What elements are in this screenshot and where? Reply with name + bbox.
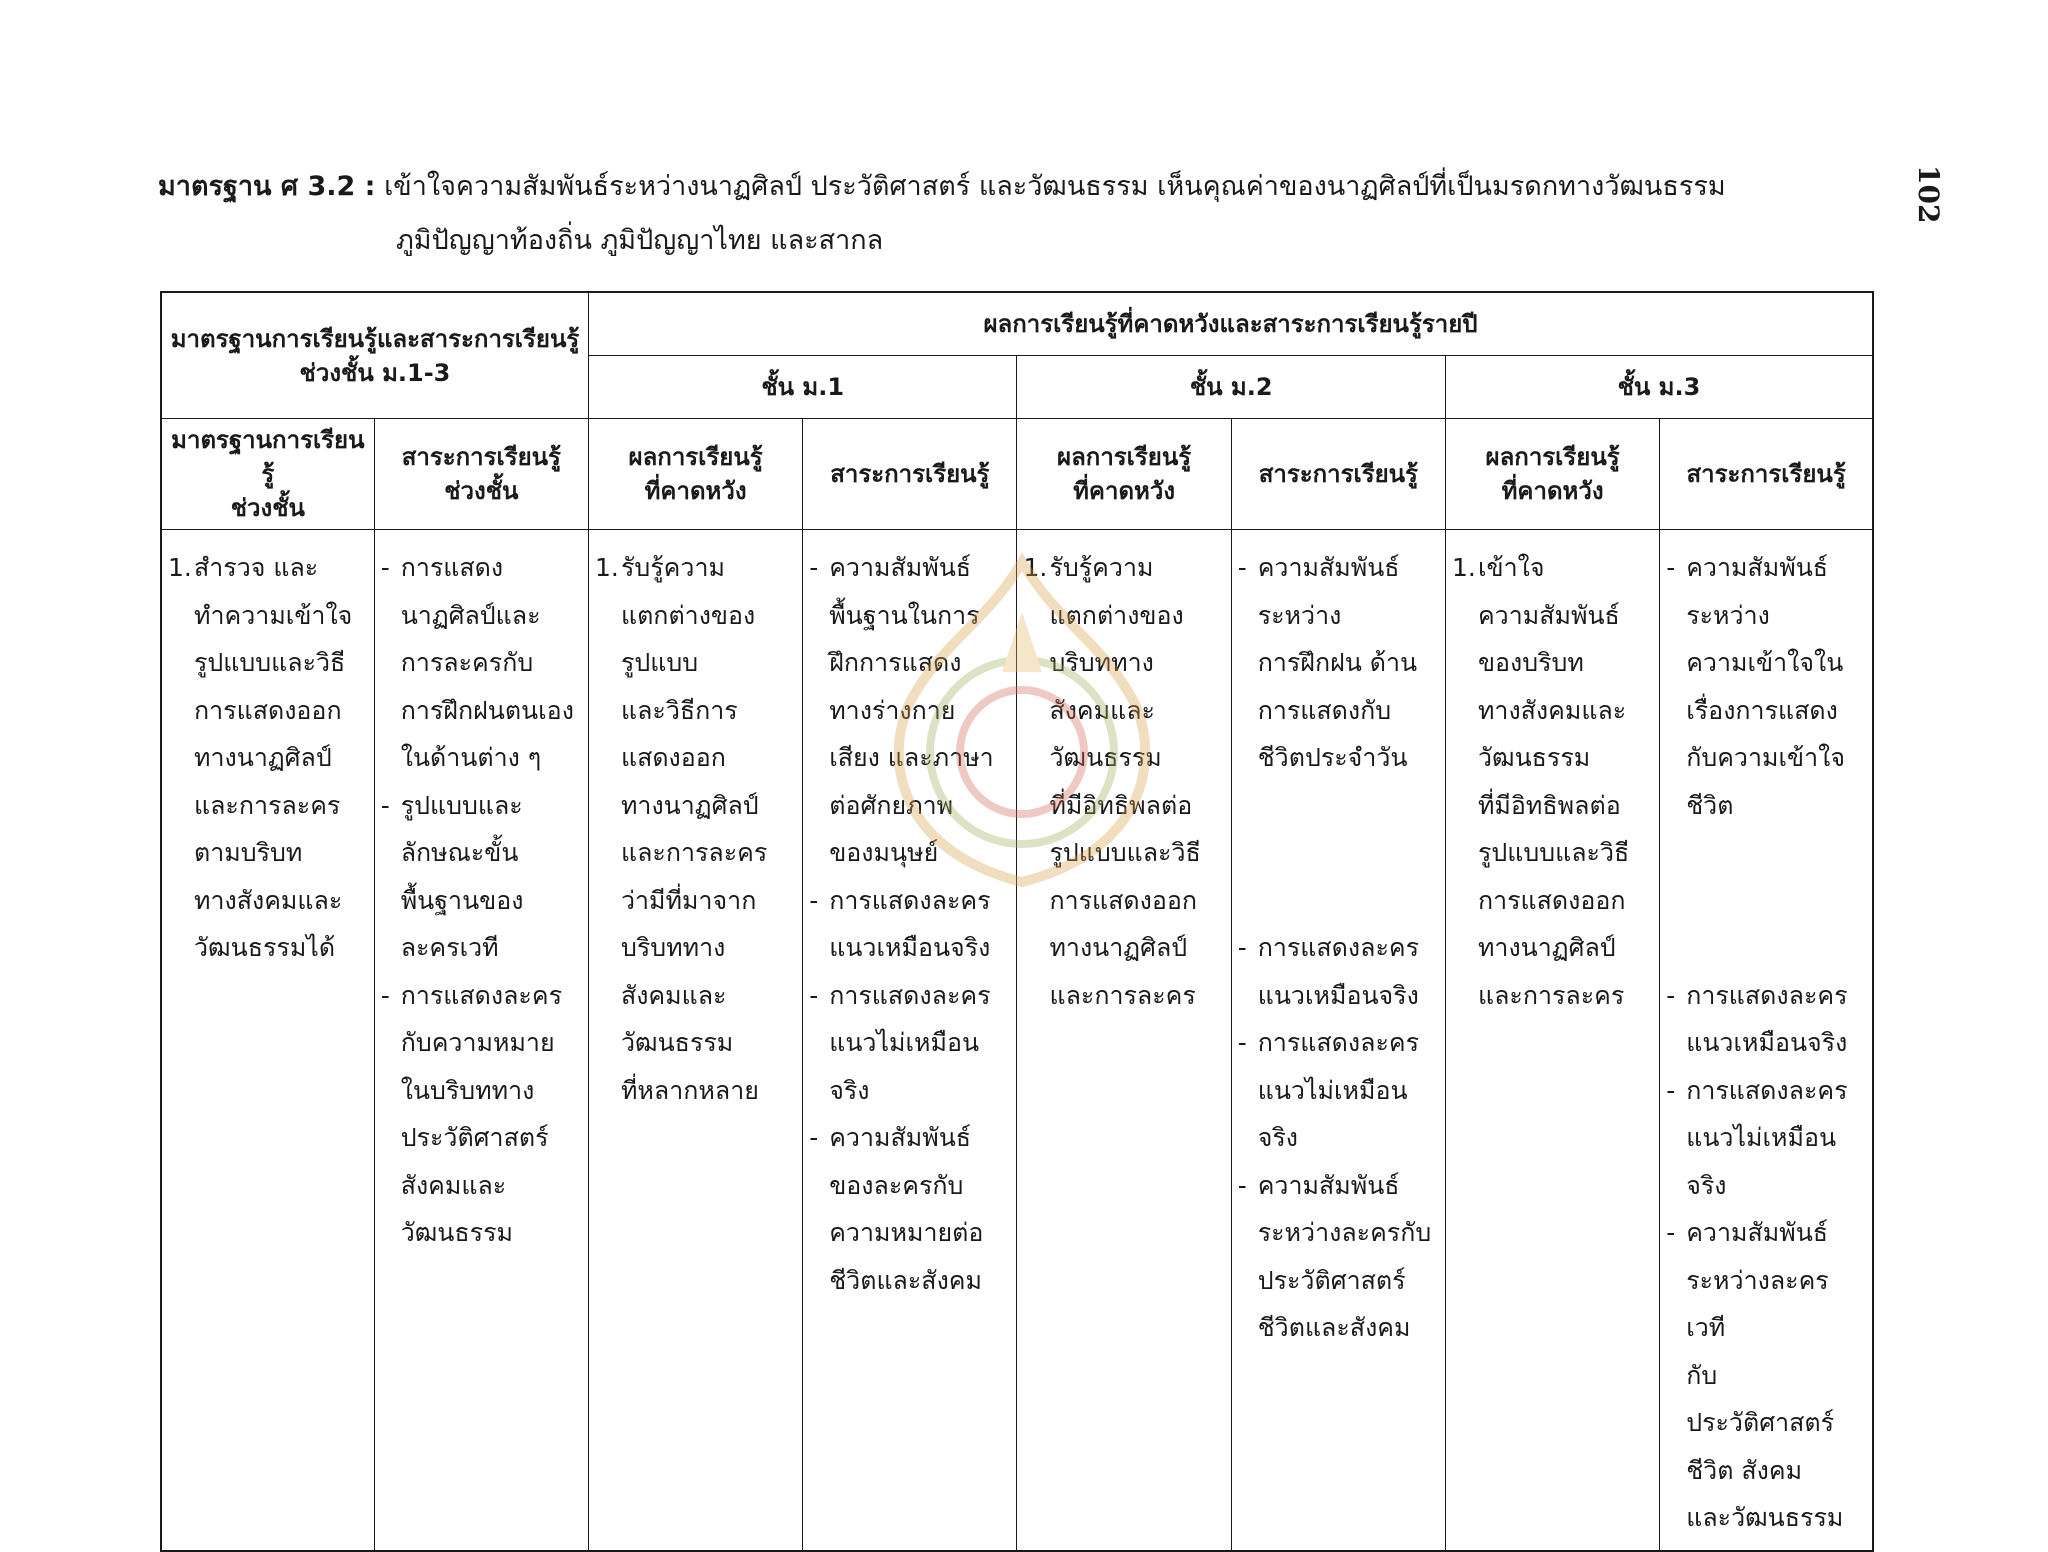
- text-line: ทางนาฏศิลป์: [1049, 933, 1188, 962]
- text-line: - ความสัมพันธ์: [1257, 1170, 1400, 1200]
- content-item: [1238, 544, 1437, 782]
- text-line: ระหว่าง: [1257, 600, 1342, 630]
- text-line: ต่อศักยภาพ: [829, 790, 954, 820]
- text-line: - การแสดงละคร: [829, 885, 991, 915]
- subheading-outcome-line1: ผลการเรียนรู้: [1057, 443, 1192, 471]
- subheading-outcome-line2: ที่คาดหวัง: [1501, 477, 1604, 505]
- content-item: [1666, 1209, 1864, 1542]
- item-text: [1049, 544, 1200, 1019]
- text-line: ชีวิตและสังคม: [1257, 1313, 1411, 1342]
- curriculum-table: [160, 291, 1874, 1552]
- numbered-item: [1023, 544, 1222, 1019]
- text-line: ทางนาฏศิลป์: [194, 743, 332, 772]
- heading-grade-1: ชั้น ม.1: [588, 356, 1017, 419]
- text-line: การฝึกฝน ด้าน: [1257, 648, 1418, 677]
- content-item: [1666, 544, 1864, 829]
- content-item: [809, 972, 1008, 1115]
- subheading-range-content: [374, 419, 588, 530]
- text-line: ฝึกการแสดง: [829, 648, 962, 677]
- standard-text-line-1: เข้าใจความสัมพันธ์ระหว่างนาฏศิลป์ ประวัติศาสตร์ และวัฒนธรรม เห็นคุณค่าของนาฏศิลป์ที่เป็นมรดกทางวัฒนธรรม: [384, 171, 1726, 202]
- text-line: และการละคร: [194, 790, 341, 820]
- text-line: แนวไม่เหมือนจริง: [1686, 1123, 1837, 1200]
- text-line: ทำความเข้าใจ: [194, 600, 353, 630]
- text-line: กับความเข้าใจ: [1686, 743, 1846, 772]
- text-line: และการละคร: [1477, 980, 1625, 1010]
- heading-standards-range: [161, 292, 588, 419]
- subheading-content-grade-3: สาระการเรียนรู้: [1660, 419, 1873, 530]
- text-line: ที่มีอิทธิพลต่อ: [1477, 790, 1621, 820]
- text-line: ชีวิตและสังคม: [829, 1265, 982, 1295]
- text-line: บริบททาง: [620, 933, 726, 962]
- cell-outcome-grade-3: [1445, 530, 1659, 1551]
- text-line: ระหว่างละครกับ: [1257, 1218, 1432, 1247]
- text-line: ชีวิต: [1686, 790, 1734, 820]
- text-line: - ความสัมพันธ์: [1686, 1218, 1829, 1247]
- text-line: วัฒนธรรม: [1049, 743, 1162, 772]
- text-line: สังคมและ: [1049, 695, 1155, 725]
- cell-range-content: [374, 530, 588, 1551]
- subheading-content-grade-1: สาระการเรียนรู้: [803, 419, 1017, 530]
- text-line: การฝึกฝนตนเอง: [400, 695, 574, 725]
- text-line: การแสดงออก: [1477, 885, 1626, 915]
- text-line: วัฒนธรรม: [620, 1028, 734, 1057]
- subheading-outcome-grade-2: [1017, 419, 1231, 530]
- content-list: [1238, 544, 1437, 1352]
- text-line: ทางสังคมและ: [1477, 695, 1627, 725]
- subheading-outcome-grade-3: [1445, 419, 1659, 530]
- cell-content-grade-2: [1231, 530, 1445, 1551]
- heading-grade-2: ชั้น ม.2: [1017, 356, 1446, 419]
- text-line: - การแสดงละคร: [1257, 1028, 1420, 1057]
- standard-label: มาตรฐาน ศ 3.2 :: [158, 171, 376, 202]
- subheading-range-standard-line1: มาตรฐานการเรียนรู้: [171, 426, 365, 488]
- text-line: รูปแบบและวิธี: [1477, 838, 1630, 867]
- content-item: [1238, 924, 1437, 1019]
- text-line: และวิธีการ: [620, 695, 738, 725]
- text-line: - การแสดงละคร: [400, 980, 563, 1010]
- content-item: [1238, 1162, 1437, 1352]
- text-line: - ความสัมพันธ์: [1257, 553, 1400, 582]
- content-item: [1666, 972, 1864, 1067]
- text-line: เสียง และภาษา: [829, 743, 994, 772]
- heading-grade-3: ชั้น ม.3: [1445, 356, 1873, 419]
- text-line: การละครกับ: [400, 648, 534, 677]
- item-text: [1478, 544, 1629, 1019]
- text-line: - การแสดงละคร: [1686, 980, 1848, 1010]
- content-list: [381, 544, 580, 1257]
- text-line: สังคมและ: [620, 980, 727, 1010]
- text-line: เข้าใจ: [1477, 553, 1545, 582]
- text-line: วัฒนธรรม: [400, 1218, 513, 1247]
- text-line: แตกต่างของ: [1049, 600, 1184, 630]
- text-line: ที่มีอิทธิพลต่อ: [1049, 790, 1193, 820]
- text-line: ในด้านต่าง ๆ: [400, 743, 542, 772]
- text-line: ระหว่างละครเวที: [1686, 1265, 1829, 1342]
- content-item: [809, 877, 1008, 972]
- text-line: ทางร่างกาย: [829, 695, 956, 725]
- content-item: [381, 782, 580, 972]
- subheading-range-content-line2: ช่วงชั้น: [444, 477, 519, 505]
- text-line: ประวัติศาสตร์: [400, 1123, 549, 1152]
- heading-standards-line1: มาตรฐานการเรียนรู้และสาระการเรียนรู้: [170, 324, 580, 353]
- text-line: การแสดงออก: [194, 695, 342, 725]
- text-line: แนวเหมือนจริง: [1686, 1028, 1848, 1057]
- standard-text-line-2: ภูมิปัญญาท้องถิ่น ภูมิปัญญาไทย และสากล: [396, 225, 884, 256]
- text-line: ของละครกับ: [829, 1170, 964, 1200]
- text-line: บริบททาง: [1049, 648, 1154, 677]
- text-line: วัฒนธรรมได้: [194, 933, 336, 962]
- text-line: และการละคร: [1049, 980, 1196, 1010]
- item-text: [194, 544, 352, 972]
- text-line: ตามบริบท: [194, 838, 303, 867]
- text-line: - ความสัมพันธ์: [1686, 553, 1829, 582]
- text-line: กับความหมาย: [400, 1028, 555, 1057]
- text-line: - รูปแบบและ: [400, 790, 523, 820]
- text-line: นาฏศิลป์และ: [400, 600, 541, 630]
- heading-yearly-outcomes: ผลการเรียนรู้ที่คาดหวังและสาระการเรียนรู้รายปี: [588, 292, 1873, 356]
- subheading-range-content-line1: สาระการเรียนรู้: [401, 443, 561, 471]
- text-line: เรื่องการแสดง: [1686, 695, 1838, 725]
- item-number: 1.: [1023, 553, 1048, 582]
- item-number: 1.: [168, 553, 192, 582]
- cell-content-grade-3: [1660, 530, 1873, 1551]
- text-line: ชีวิต สังคม: [1686, 1455, 1803, 1485]
- text-line: วัฒนธรรม: [1477, 743, 1591, 772]
- text-line: การแสดงออก: [1049, 885, 1198, 915]
- text-line: รูปแบบ: [620, 648, 699, 677]
- text-line: - การแสดงละคร: [829, 980, 991, 1010]
- content-item: [809, 544, 1008, 877]
- item-number: 1.: [594, 553, 619, 582]
- text-line: แสดงออก: [620, 743, 726, 772]
- text-line: ทางสังคมและ: [194, 885, 343, 915]
- text-line: ชีวิตประจำวัน: [1257, 743, 1408, 772]
- subheading-range-standard: [161, 419, 374, 530]
- text-line: รูปแบบและวิธี: [1049, 838, 1201, 867]
- text-line: - การแสดง: [400, 553, 504, 582]
- text-line: ของบริบท: [1477, 648, 1584, 677]
- text-line: กับประวัติศาสตร์: [1686, 1360, 1835, 1437]
- standard-header: [158, 160, 1878, 268]
- text-line: ละครเวที: [400, 933, 499, 962]
- text-line: ทางนาฏศิลป์: [620, 790, 759, 820]
- content-list: [1666, 544, 1864, 1542]
- item-number: 1.: [1451, 553, 1476, 582]
- content-item: [381, 972, 580, 1257]
- subheading-outcome-line2: ที่คาดหวัง: [1073, 477, 1176, 505]
- subheading-outcome-line1: ผลการเรียนรู้: [628, 443, 763, 471]
- cell-outcome-grade-2: [1017, 530, 1231, 1551]
- text-line: ความเข้าใจใน: [1686, 648, 1844, 677]
- text-line: ความสัมพันธ์: [1477, 600, 1620, 630]
- numbered-item: [168, 544, 366, 972]
- text-line: และการละคร: [620, 838, 768, 867]
- page-number: 102: [1912, 165, 1945, 224]
- text-line: สังคมและ: [400, 1170, 507, 1200]
- text-line: พื้นฐานของ: [400, 885, 524, 915]
- text-line: และวัฒนธรรม: [1686, 1503, 1844, 1532]
- subheading-outcome-line2: ที่คาดหวัง: [644, 477, 747, 505]
- content-list: [809, 544, 1008, 1304]
- cell-range-standard: [161, 530, 374, 1551]
- text-line: - การแสดงละคร: [1257, 933, 1420, 962]
- text-line: รูปแบบและวิธี: [194, 648, 346, 677]
- numbered-item: [595, 544, 794, 1114]
- text-line: แนวไม่เหมือนจริง: [829, 1028, 980, 1105]
- text-line: รับรู้ความ: [1049, 553, 1154, 582]
- text-line: แนวเหมือนจริง: [1257, 980, 1419, 1010]
- item-text: [621, 544, 767, 1114]
- subheading-content-grade-2: สาระการเรียนรู้: [1231, 419, 1445, 530]
- text-line: แตกต่างของ: [620, 600, 756, 630]
- text-line: ลักษณะขั้น: [400, 838, 519, 867]
- text-line: - การแสดงละคร: [1686, 1075, 1848, 1105]
- content-item: [1666, 1067, 1864, 1210]
- standard-line-1: [158, 160, 1878, 214]
- subheading-outcome-grade-1: [588, 419, 802, 530]
- heading-standards-line2: ช่วงชั้น ม.1-3: [299, 358, 451, 387]
- text-line: ที่หลากหลาย: [620, 1075, 759, 1105]
- text-line: ในบริบททาง: [400, 1075, 535, 1105]
- text-line: ประวัติศาสตร์: [1257, 1265, 1406, 1295]
- text-line: ความหมายต่อ: [829, 1218, 984, 1247]
- content-item: [1238, 1019, 1437, 1162]
- text-line: ว่ามีที่มาจาก: [620, 885, 757, 915]
- text-line: แนวไม่เหมือนจริง: [1257, 1075, 1408, 1152]
- content-item: [381, 544, 580, 782]
- text-line: ทางนาฏศิลป์: [1477, 933, 1616, 962]
- numbered-item: [1452, 544, 1651, 1019]
- subheading-range-standard-line2: ช่วงชั้น: [230, 494, 305, 522]
- subheading-outcome-line1: ผลการเรียนรู้: [1485, 443, 1620, 471]
- text-line: สำรวจ และ: [194, 553, 319, 582]
- text-line: ของมนุษย์: [829, 838, 939, 867]
- text-line: ระหว่าง: [1686, 600, 1770, 630]
- text-line: แนวเหมือนจริง: [829, 933, 991, 962]
- text-line: - ความสัมพันธ์: [829, 1123, 972, 1152]
- cell-content-grade-1: [803, 530, 1017, 1551]
- text-line: การแสดงกับ: [1257, 695, 1392, 725]
- content-item: [809, 1114, 1008, 1304]
- text-line: - ความสัมพันธ์: [829, 553, 972, 582]
- text-line: รับรู้ความ: [620, 553, 725, 582]
- text-line: พื้นฐานในการ: [829, 600, 980, 630]
- cell-outcome-grade-1: [588, 530, 802, 1551]
